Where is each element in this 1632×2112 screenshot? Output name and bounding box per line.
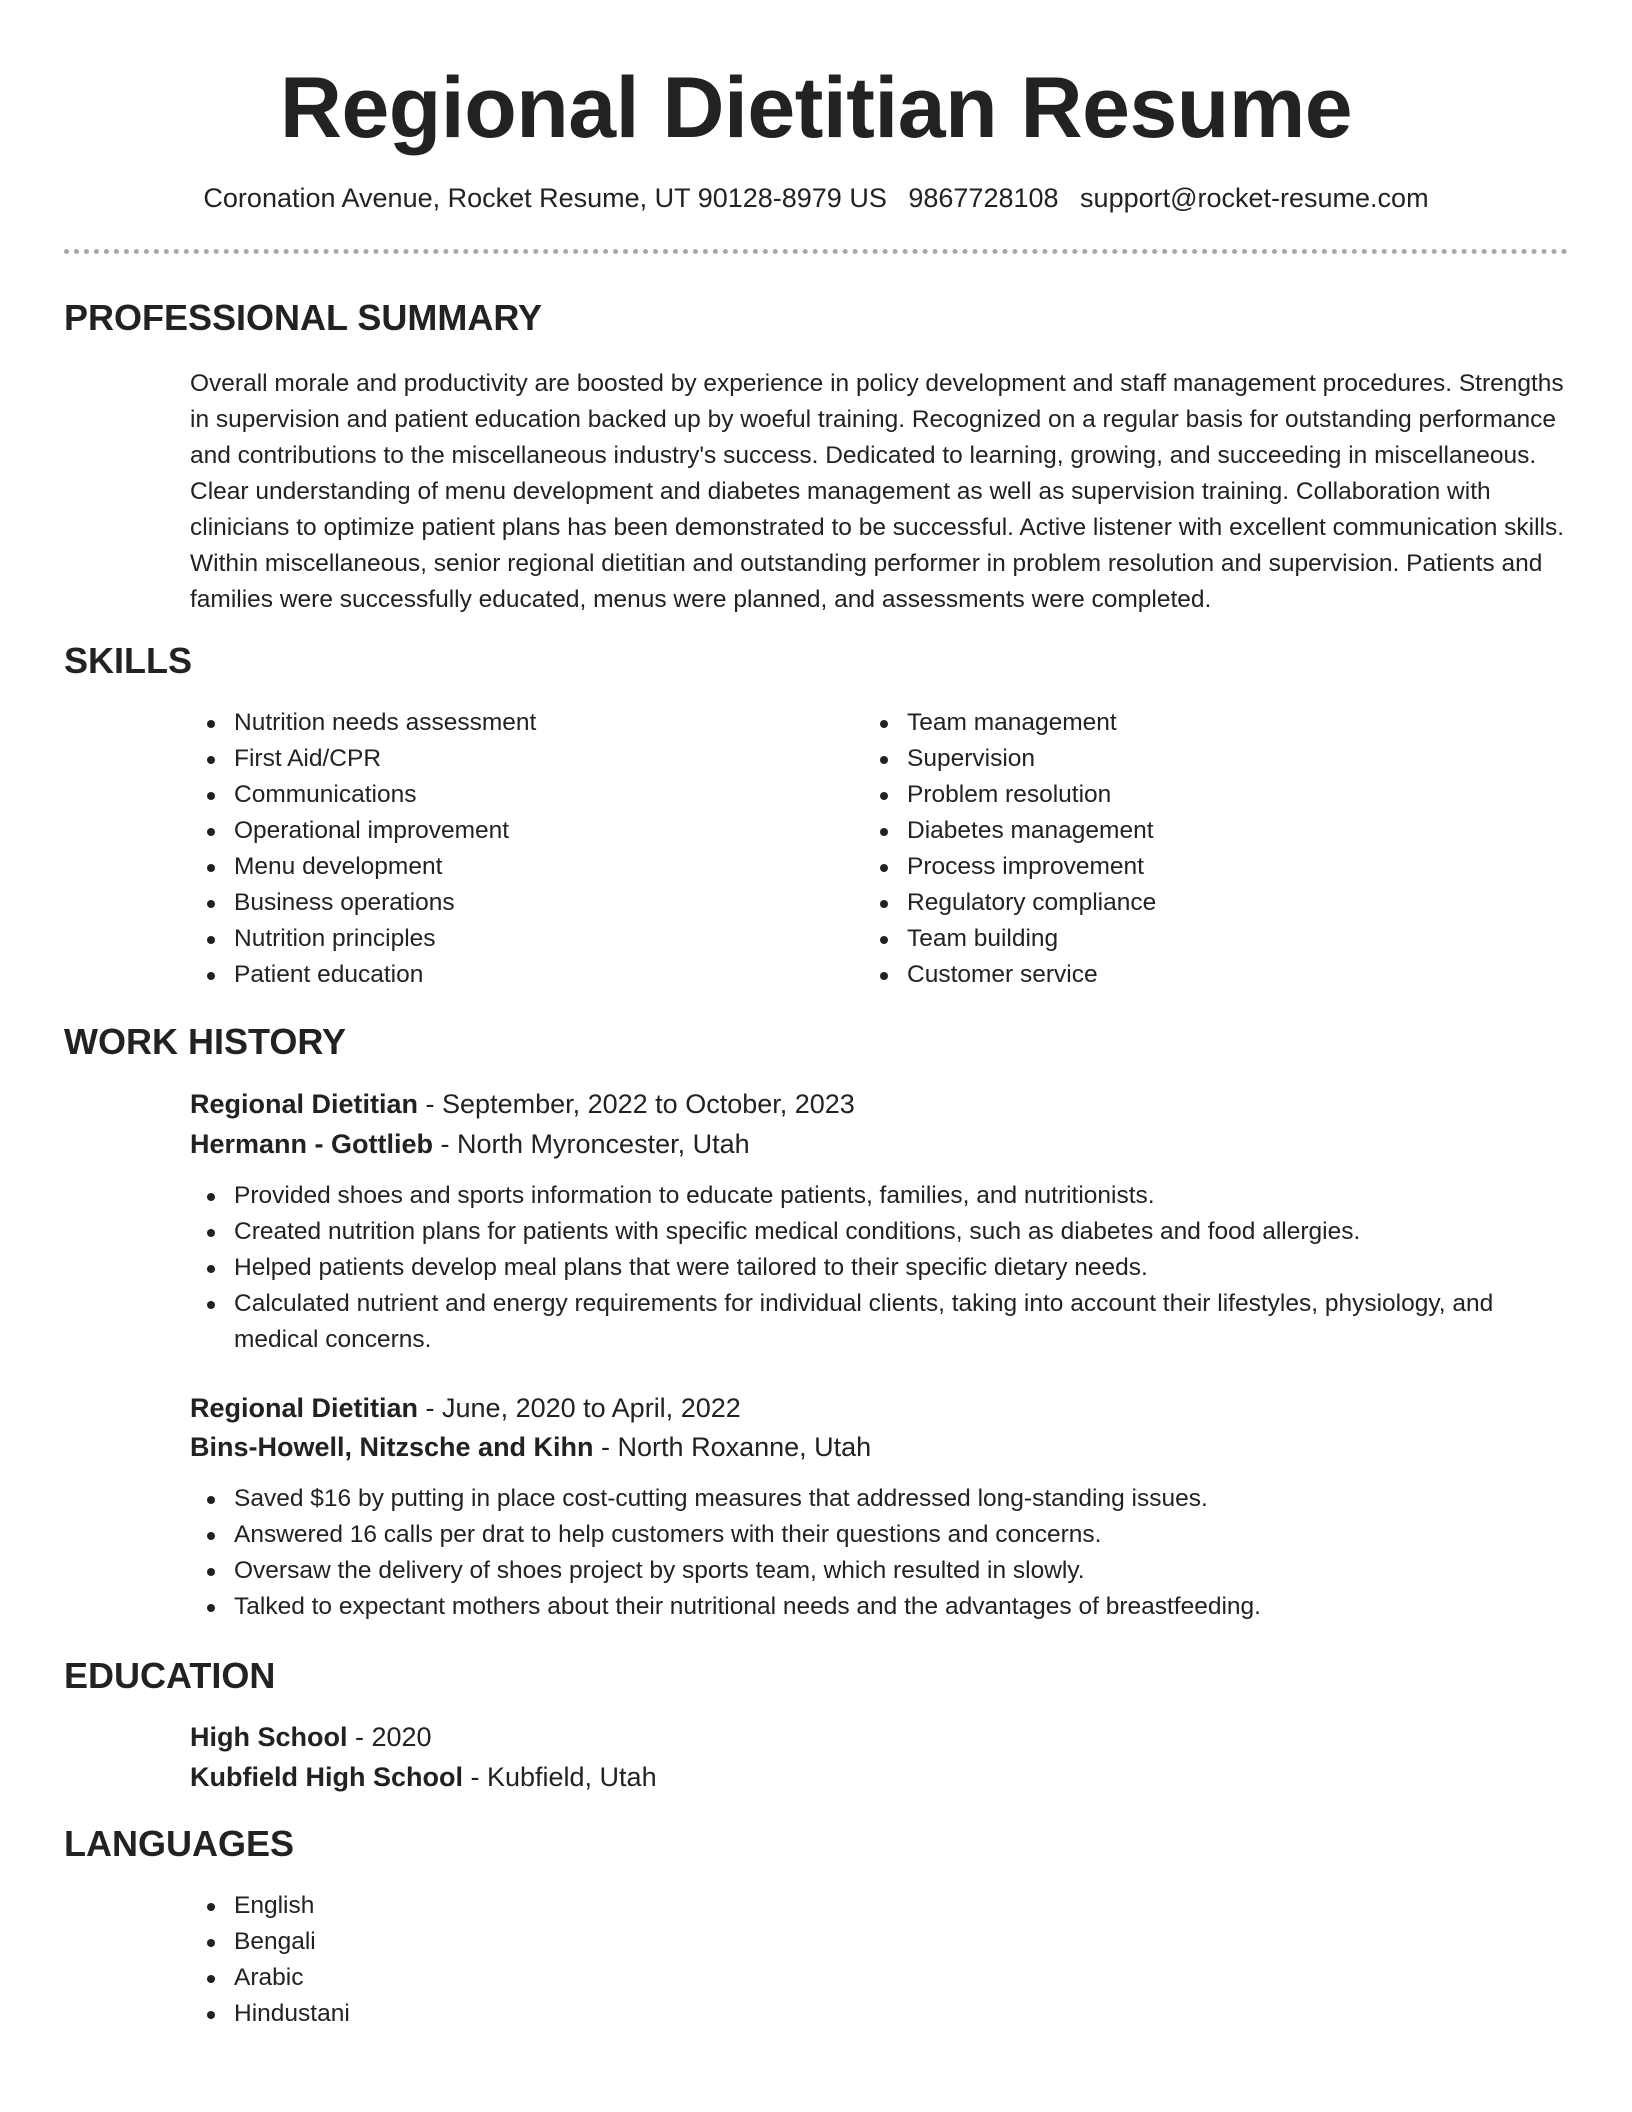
language-item: English [190,1888,830,1924]
education-location: - Kubfield, Utah [462,1762,657,1792]
skills-list-right [863,705,1563,993]
contact-line [0,180,1632,216]
skill-item: Team management [863,705,1563,741]
skills-heading: SKILLS [64,640,193,681]
resume-title: Regional Dietitian Resume [279,60,1353,156]
job-bullet: Oversaw the delivery of shoes project by sports team, which resulted in slowly. [190,1553,1520,1589]
education-school-line [190,1758,657,1796]
skills-list-left [190,705,830,993]
skill-item: Regulatory compliance [863,885,1563,921]
language-item: Arabic [190,1960,830,1996]
contact-email: support@rocket-resume.com [1080,183,1429,213]
job-location: - North Roxanne, Utah [593,1432,872,1462]
contact-address: Coronation Avenue, Rocket Resume, UT 90128-8979 US [203,183,887,213]
skill-item: Problem resolution [863,777,1563,813]
job-company: Hermann - Gottlieb [190,1129,434,1159]
job-bullets [190,1178,1520,1358]
job-bullet: Provided shoes and sports information to educate patients, families, and nutritionists. [190,1178,1520,1214]
job-title-line [190,1389,741,1427]
job-bullet: Created nutrition plans for patients with specific medical conditions, such as diabetes and food allergies. [190,1214,1520,1250]
job-role: Regional Dietitian [190,1393,419,1423]
education-heading: EDUCATION [64,1655,276,1696]
job-bullet: Talked to expectant mothers about their nutritional needs and the advantages of breastfeeding. [190,1589,1520,1625]
skill-item: Operational improvement [190,813,830,849]
skill-item: Nutrition principles [190,921,830,957]
job-role: Regional Dietitian [190,1089,419,1119]
education-year: - 2020 [347,1722,432,1752]
job-dates: - June, 2020 to April, 2022 [418,1393,741,1423]
skill-item: Supervision [863,741,1563,777]
job-location: - North Myroncester, Utah [433,1129,750,1159]
job-bullets [190,1481,1520,1625]
skill-item: First Aid/CPR [190,741,830,777]
contact-phone: 9867728108 [908,183,1059,213]
summary-text: Overall morale and productivity are boosted by experience in policy development and staff management procedures. Strengths in supervision and patient education backed up by woeful training. Recognized on a regular basis for outstanding performance and contributions to the miscellaneous industry's success. Dedicated to learning, growing, and succeeding in miscellaneous. Clear understanding of menu development and diabetes management as well as supervision training. Collaboration with clinicians to optimize patient plans has been demonstrated to be successful. Active listener with excellent communication skills. Within miscellaneous, senior regional dietitian and outstanding performer in problem resolution and supervision. Patients and families were successfully educated, menus were planned, and assessments were completed. [190,370,1565,613]
job-title-line [190,1085,855,1123]
skill-item: Communications [190,777,830,813]
skill-item: Patient education [190,957,830,993]
job-company: Bins-Howell, Nitzsche and Kihn [190,1432,594,1462]
skill-item: Team building [863,921,1563,957]
skill-item: Process improvement [863,849,1563,885]
skill-item: Nutrition needs assessment [190,705,830,741]
education-degree-line [190,1718,432,1756]
job-bullet: Calculated nutrient and energy requirements for individual clients, taking into account their lifestyles, physiology, and medical concerns. [190,1286,1520,1358]
education-school: Kubfield High School [190,1762,463,1792]
job-bullet: Answered 16 calls per drat to help customers with their questions and concerns. [190,1517,1520,1553]
skill-item: Menu development [190,849,830,885]
work-history-heading: WORK HISTORY [64,1021,347,1062]
job-bullet: Saved $16 by putting in place cost-cutting measures that addressed long-standing issues. [190,1481,1520,1517]
skill-item: Business operations [190,885,830,921]
languages-heading: LANGUAGES [64,1823,295,1864]
job-company-line [190,1428,871,1466]
job-dates: - September, 2022 to October, 2023 [418,1089,855,1119]
skill-item: Diabetes management [863,813,1563,849]
job-bullet: Helped patients develop meal plans that were tailored to their specific dietary needs. [190,1250,1520,1286]
summary-heading: PROFESSIONAL SUMMARY [64,297,543,338]
language-item: Hindustani [190,1996,830,2032]
skill-item: Customer service [863,957,1563,993]
education-degree: High School [190,1722,348,1752]
languages-list [190,1888,830,2032]
job-company-line [190,1125,750,1163]
header-divider [64,249,1568,254]
language-item: Bengali [190,1924,830,1960]
